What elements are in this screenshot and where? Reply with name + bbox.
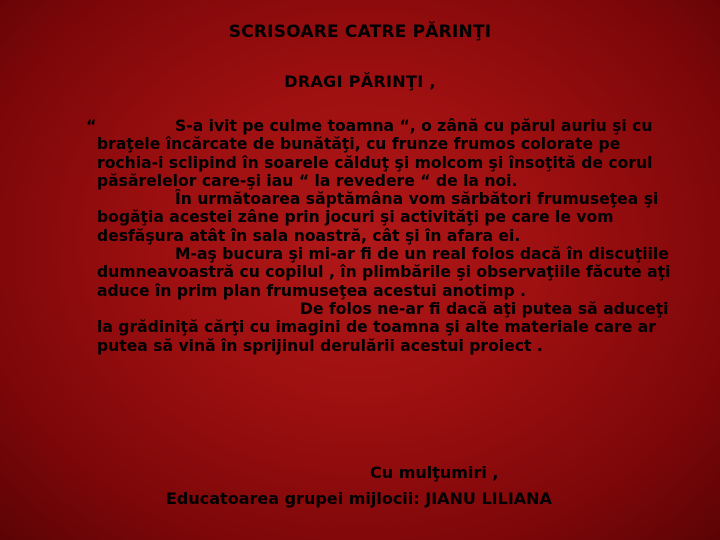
paragraph-celebration: În următoarea săptămâna vom sărbători frumuseţea şi bogăţia acestei zâne prin jocuri şi activităţi pe care le vom desfăşura atât în sala noastră, cât şi în afara ei. — [97, 190, 659, 245]
greeting: DRAGI PĂRINŢI , — [284, 72, 436, 91]
paragraph-autumn-intro: S-a ivit pe culme toamna “, o zână cu părul auriu şi cu braţele încărcate de bunătăţi, cu frunze frumos colorate pe rochia-i sclipind în soarele călduţ şi molcom şi însoţită de corul păsărelelor care-şi iau “ la revedere “ de la noi. — [97, 117, 653, 190]
letter-body — [97, 117, 677, 355]
closing-thanks: Cu mulţumiri , — [370, 463, 499, 482]
paragraph-materials: De folos ne-ar fi dacă aţi putea să aduceţi la grădiniţă cărţi cu imagini de toamna şi alte materiale care ar putea să vină în sprijinul derulării acestui proiect . — [97, 299, 669, 355]
bullet-marker: “ — [86, 116, 97, 135]
paragraph-discussions: M-aş bucura şi mi-ar fi de un real folos dacă în discuţiile dumneavoastră cu copilul , în plimbările şi observaţiile făcute aţi aduce în prim plan frumuseţea acestui anotimp . — [97, 245, 671, 300]
closing-signature: Educatoarea grupei mijlocii: JIANU LILIANA — [166, 489, 552, 508]
letter-title: SCRISOARE CATRE PĂRINŢI — [228, 22, 492, 42]
